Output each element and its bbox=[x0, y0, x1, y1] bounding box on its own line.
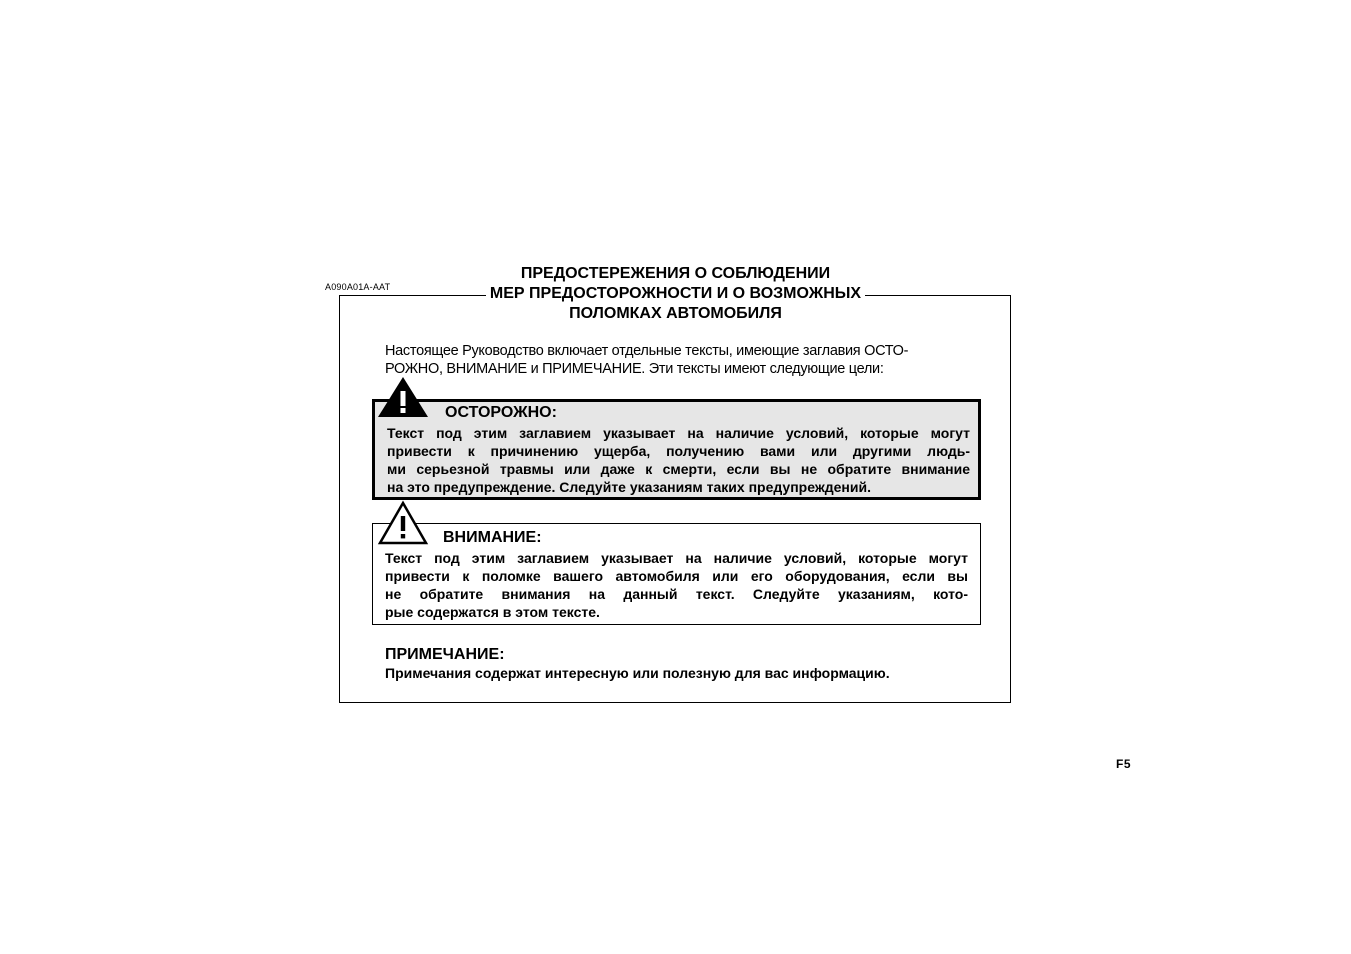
caution-text-line: не обратите внимания на данный текст. Следуйте указаниям, кото- bbox=[385, 586, 968, 602]
section-title-line-2: МЕР ПРЕДОСТОРОЖНОСТИ И О ВОЗМОЖНЫХ bbox=[0, 284, 1351, 304]
warning-text-line: привести к причинению ущерба, получению вами или другими людь- bbox=[387, 443, 970, 459]
intro-line: РОЖНО, ВНИМАНИЕ и ПРИМЕЧАНИЕ. Эти тексты имеют следующие цели: bbox=[385, 361, 884, 377]
caution-text-line: привести к поломке вашего автомобиля или его оборудования, если вы bbox=[385, 568, 968, 584]
caution-heading: ВНИМАНИЕ: bbox=[443, 529, 542, 546]
caution-text-line: Текст под этим заглавием указывает на наличие условий, которые могут bbox=[385, 550, 968, 566]
page-number: F5 bbox=[1116, 757, 1132, 771]
document-code: A090A01A-AAT bbox=[325, 282, 391, 292]
caution-box bbox=[372, 523, 981, 625]
warning-text-line: на это предупреждение. Следуйте указаниям таких предупреждений. bbox=[387, 479, 871, 495]
warning-triangle-filled-icon bbox=[377, 376, 429, 418]
warning-box bbox=[372, 399, 981, 500]
warning-heading: ОСТОРОЖНО: bbox=[445, 404, 557, 421]
note-heading: ПРИМЕЧАНИЕ: bbox=[385, 646, 505, 663]
warning-triangle-outline-icon bbox=[377, 500, 429, 546]
warning-text-line: Текст под этим заглавием указывает на наличие условий, которые могут bbox=[387, 425, 970, 441]
caution-text-line: рые содержатся в этом тексте. bbox=[385, 604, 600, 620]
section-title-line-3: ПОЛОМКАХ АВТОМОБИЛЯ bbox=[0, 304, 1351, 324]
note-text: Примечания содержат интересную или полезную для вас информацию. bbox=[385, 665, 890, 681]
section-title-line-1: ПРЕДОСТЕРЕЖЕНИЯ О СОБЛЮДЕНИИ bbox=[0, 264, 1351, 284]
warning-text bbox=[387, 424, 970, 496]
warning-text-line: ми серьезной травмы или даже к смерти, если вы не обратите внимание bbox=[387, 461, 970, 477]
intro-line: Настоящее Руководство включает отдельные тексты, имеющие заглавия ОСТО- bbox=[385, 343, 909, 359]
caution-text bbox=[385, 549, 968, 621]
intro-paragraph bbox=[385, 342, 968, 378]
